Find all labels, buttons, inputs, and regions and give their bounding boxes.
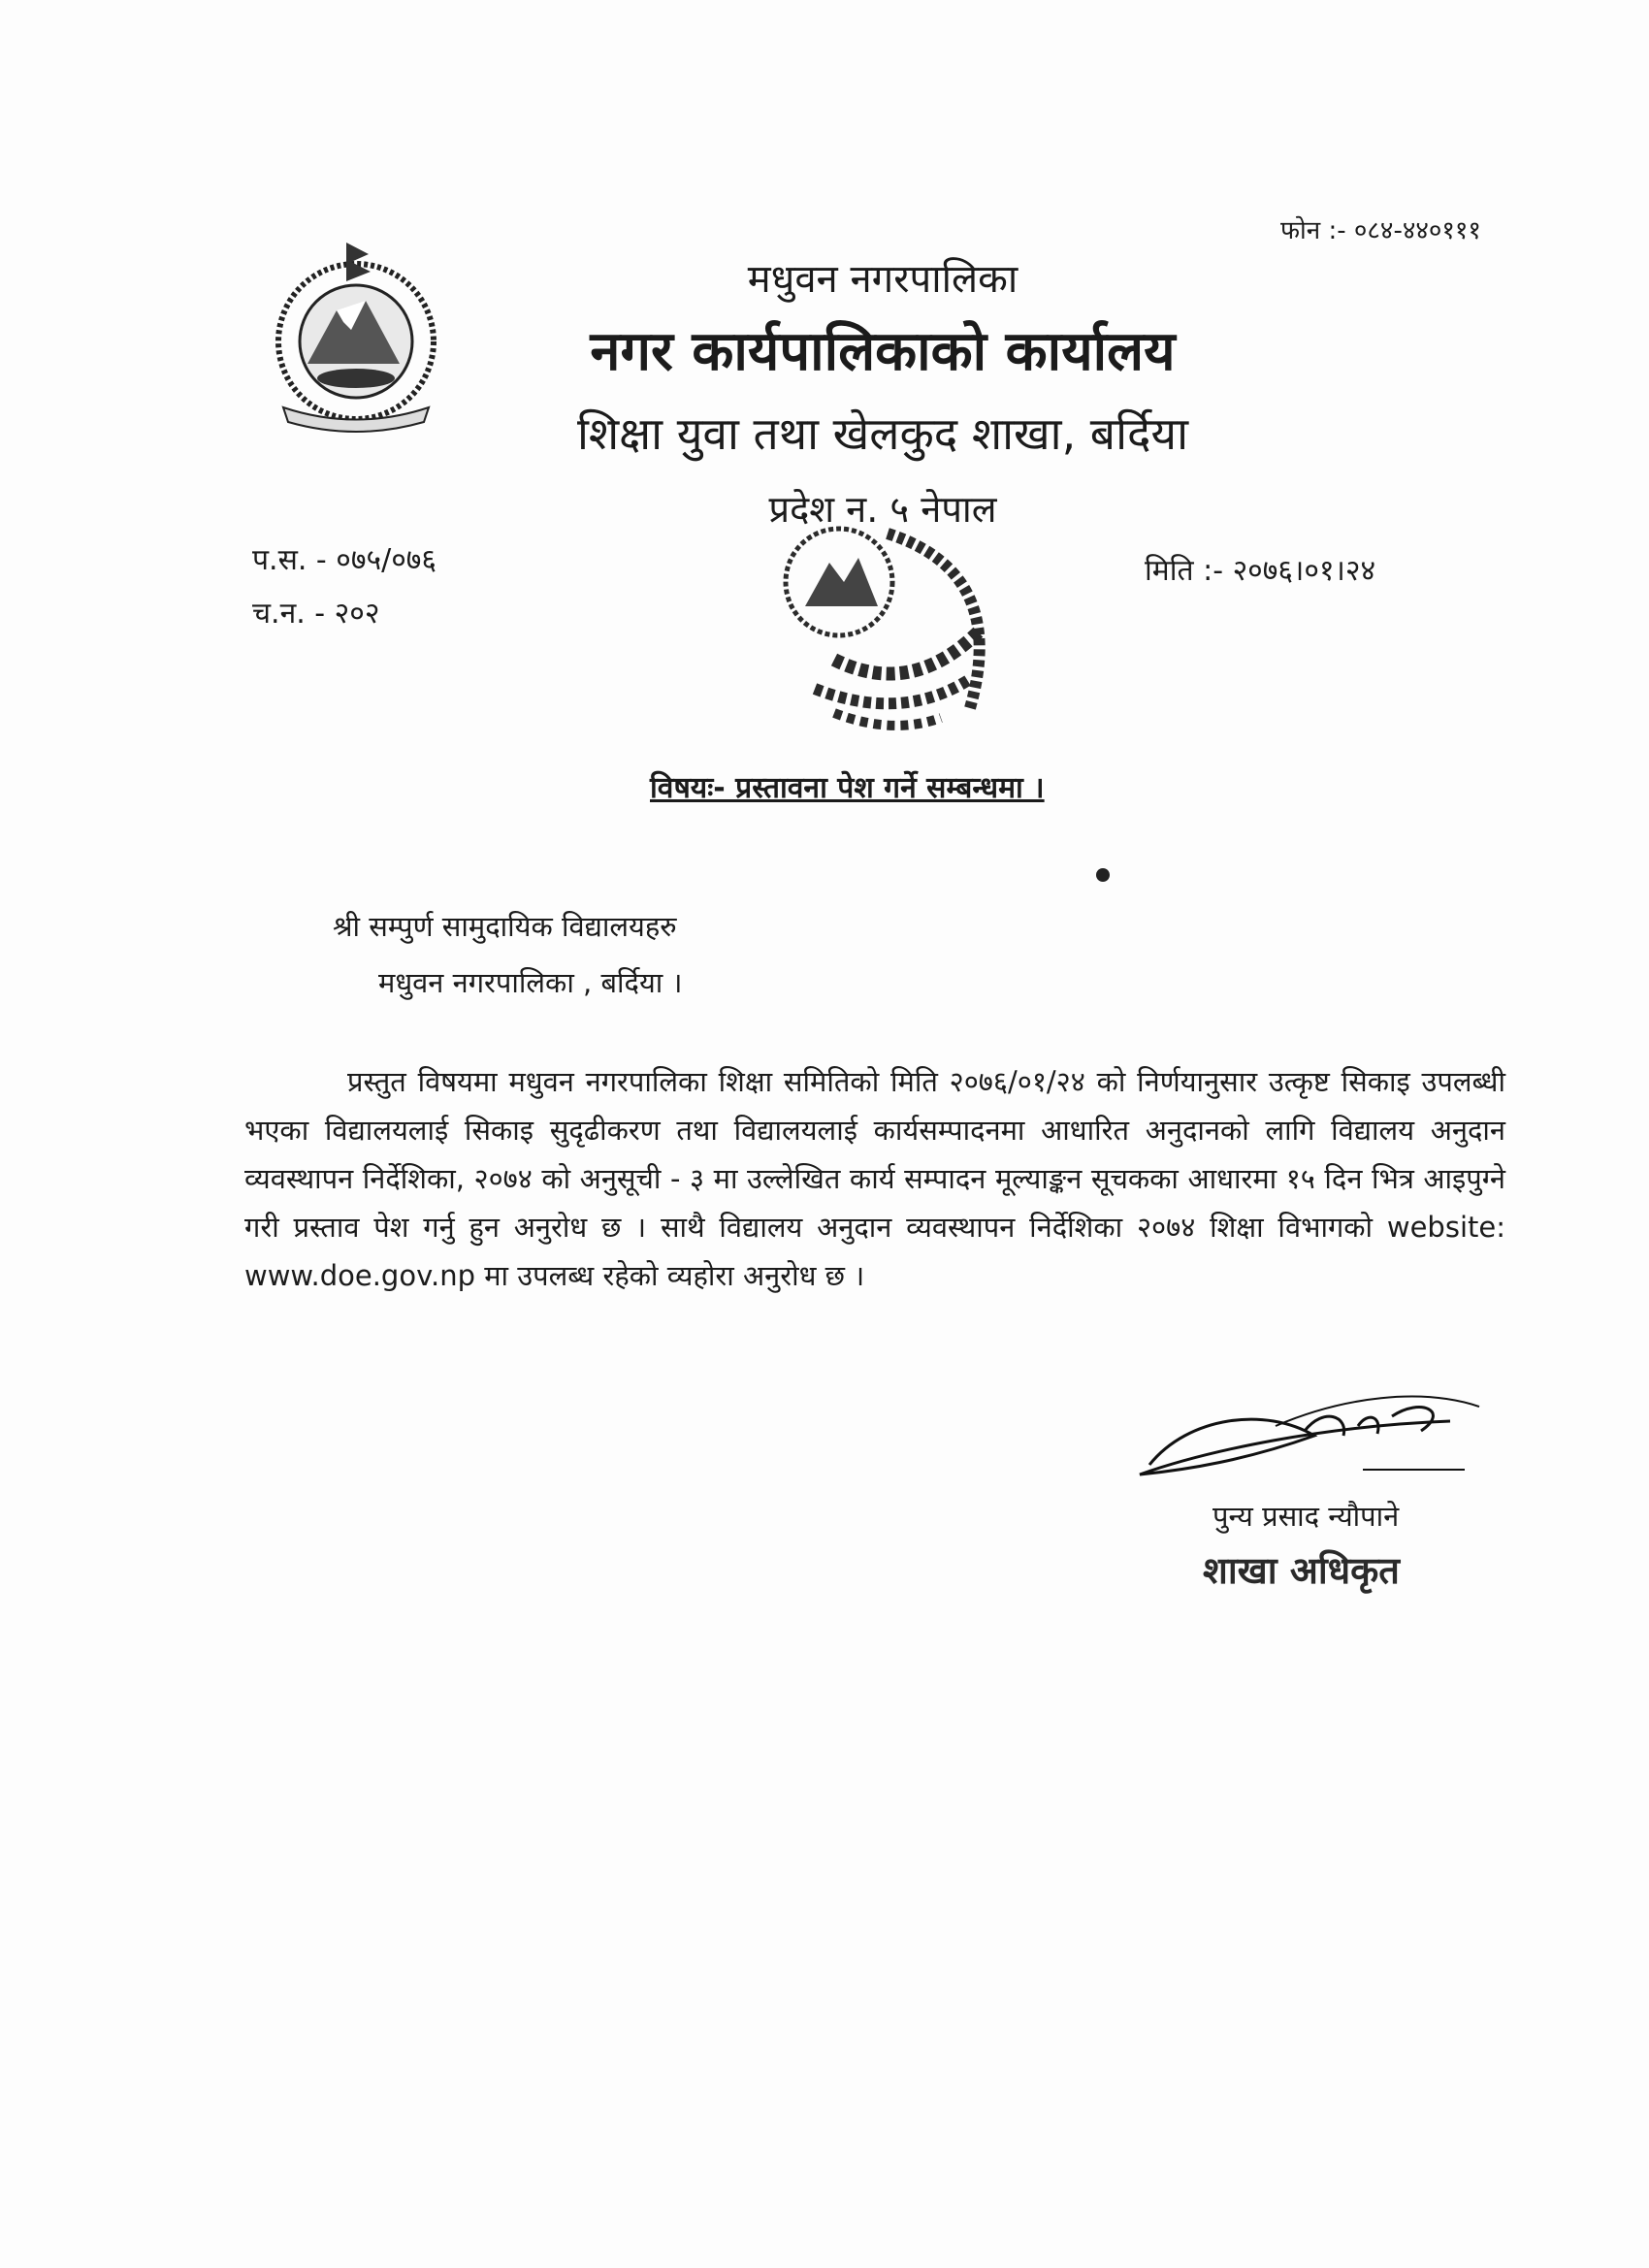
letter-number: प.स. - ०७५/०७६ [252,543,436,577]
addressee-line-1: श्री सम्पुर्ण सामुदायिक विद्यालयहरु [333,910,677,943]
office-stamp-icon [776,514,1028,737]
handwritten-signature [1130,1377,1489,1513]
addressee-line-2: मधुवन नगरपालिका , बर्दिया । [378,966,683,999]
phone-number: फोन :- ०८४-४४०१११ [1280,216,1481,245]
signatory-title: शाखा अधिकृत [1203,1549,1400,1592]
signatory-name: पुन्य प्रसाद न्यौपाने [1212,1500,1400,1533]
municipality-name: मधुवन नगरपालिका [747,257,1018,302]
letter-body: प्रस्तुत विषयमा मधुवन नगरपालिका शिक्षा समितिको मिति २०७६/०१/२४ को निर्णयानुसार उत्कृष्ट सिकाइ उपलब्धी भएका विद्यालयलाई सिकाइ सुदृढीकरण तथा विद्यालयलाई कार्यसम्पादनमा आधारित अनुदानको लागि विद्यालय अनुदान व्यवस्थापन निर्देशिका, २०७४ को अनुसूची - ३ मा उल्लेखित कार्य सम्पादन मूल्याङ्कन सूचकका आधारमा १५ दिन भित्र आइपुग्ने गरी प्रस्ताव पेश गर्नु हुन अनुरोध छ । साथै विद्यालय अनुदान व्यवस्थापन निर्देशिका २०७४ शिक्षा विभागको website: www.doe.gov.np मा उपलब्ध रहेको व्यहोरा अनुरोध छ । [244,1065,1505,1292]
dispatch-number: च.न. - २०२ [252,597,380,631]
letter-date: मिति :- २०७६।०१।२४ [1145,554,1376,588]
branch-name: शिक्षा युवा तथा खेलकुद शाखा, बर्दिया [576,407,1189,460]
ink-speck [1096,868,1110,882]
province-line: प्रदेश न. ५ नेपाल [768,488,997,531]
subject-line: विषयः- प्रस्तावना पेश गर्ने सम्बन्धमा । [650,771,1045,805]
office-title: नगर कार्यपालिकाको कार्यालय [590,320,1176,383]
